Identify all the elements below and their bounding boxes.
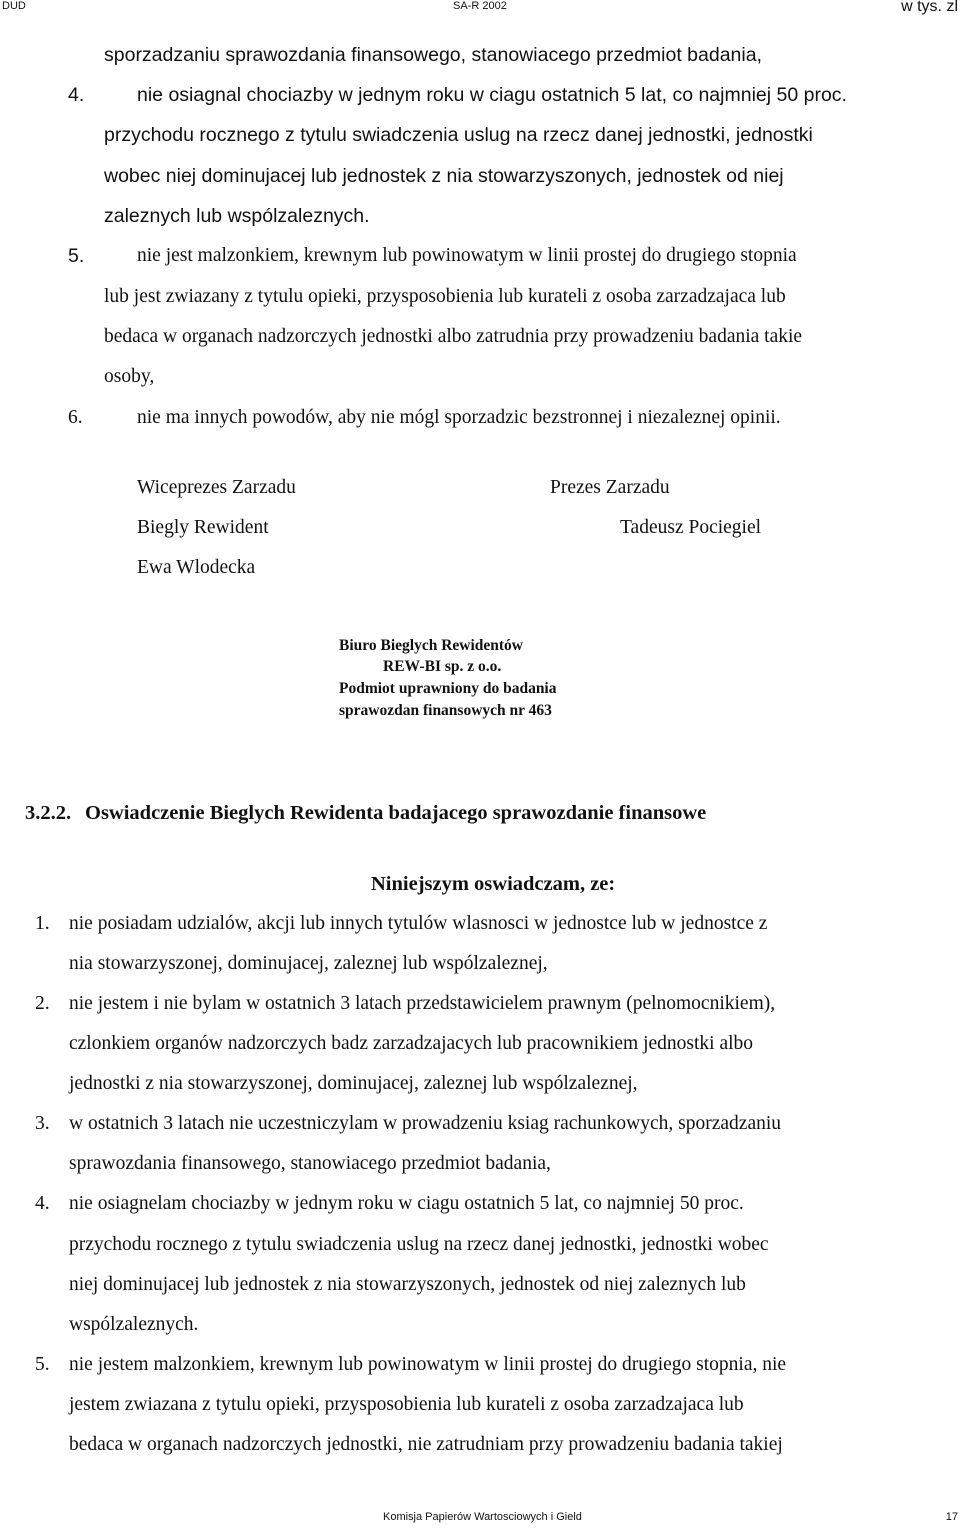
- declaration-4-line: nie osiagnelam chociazby w jednym roku w ciagu ostatnich 5 lat, co najmniej 50 proc.: [69, 1193, 744, 1214]
- signature-left-name: Ewa Wlodecka: [137, 557, 256, 578]
- header-right: w tys. zl: [901, 0, 958, 15]
- stamp-line: Biuro Bieglych Rewidentów: [339, 637, 523, 654]
- signature-right-title: Prezes Zarzadu: [550, 477, 670, 498]
- declaration-4-number: 4.: [35, 1193, 50, 1214]
- item-4-line: wobec niej dominujacej lub jednostek z nia stowarzyszonych, jednostek od niej: [104, 165, 784, 187]
- section-subtitle: Niniejszym oswiadczam, ze:: [371, 873, 616, 895]
- signature-left-title: Wiceprezes Zarzadu: [137, 477, 296, 498]
- section-number: 3.2.2.: [25, 802, 72, 824]
- declaration-2-number: 2.: [35, 993, 50, 1014]
- item-6-line: nie ma innych powodów, aby nie mógl sporzadzic bezstronnej i niezaleznej opinii.: [137, 407, 781, 428]
- item-5-line: bedaca w organach nadzorczych jednostki albo zatrudnia przy prowadzeniu badania takie: [104, 326, 803, 347]
- item-5-line: nie jest malzonkiem, krewnym lub powinowatym w linii prostej do drugiego stopnia: [137, 245, 797, 266]
- declaration-5-line: nie jestem malzonkiem, krewnym lub powinowatym w linii prostej do drugiego stopnia, nie: [69, 1354, 787, 1375]
- section-title: Oswiadczenie Bieglych Rewidenta badajacego sprawozdanie finansowe: [85, 802, 707, 824]
- declaration-3-line: w ostatnich 3 latach nie uczestniczylam w prowadzeniu ksiag rachunkowych, sporzadzaniu: [69, 1113, 782, 1134]
- stamp-line: Podmiot uprawniony do badania: [339, 680, 557, 697]
- item-5-line: osoby,: [104, 366, 155, 387]
- declaration-4-line: przychodu rocznego z tytulu swiadczenia uslug na rzecz danej jednostki, jednostki wobec: [69, 1234, 769, 1255]
- declaration-5-line: jestem zwiazana z tytulu opieki, przysposobienia lub kurateli z osoba zarzadzajaca lub: [69, 1394, 744, 1415]
- declaration-3-number: 3.: [35, 1113, 50, 1134]
- continuation-line: sporzadzaniu sprawozdania finansowego, stanowiacego przedmiot badania,: [104, 44, 763, 66]
- header-center: SA-R 2002: [453, 0, 507, 12]
- stamp-line: sprawozdan finansowych nr 463: [339, 702, 552, 719]
- footer-center: Komisja Papierów Wartosciowych i Gield: [383, 1511, 582, 1523]
- signature-right-name: Tadeusz Pociegiel: [620, 517, 762, 538]
- stamp-line: REW-BI sp. z o.o.: [383, 658, 502, 675]
- declaration-5-line: bedaca w organach nadzorczych jednostki, nie zatrudniam przy prowadzeniu badania takiej: [69, 1434, 783, 1455]
- item-4-line: przychodu rocznego z tytulu swiadczenia uslug na rzecz danej jednostki, jednostki: [104, 124, 813, 146]
- declaration-1-line: nie posiadam udzialów, akcji lub innych tytulów wlasnosci w jednostce lub w jednostce z: [69, 913, 768, 934]
- page-number: 17: [945, 1511, 958, 1523]
- declaration-2-line: jednostki z nia stowarzyszonej, dominujacej, zaleznej lub wspólzaleznej,: [69, 1073, 638, 1094]
- header-left: DUD: [2, 0, 26, 12]
- declaration-3-line: sprawozdania finansowego, stanowiacego przedmiot badania,: [69, 1153, 551, 1174]
- item-6-number: 6.: [68, 407, 83, 428]
- signature-left-role: Biegly Rewident: [137, 517, 269, 538]
- declaration-4-line: niej dominujacej lub jednostek z nia stowarzyszonych, jednostek od niej zaleznych lub: [69, 1274, 746, 1295]
- item-4-line: zaleznych lub wspólzaleznych.: [104, 205, 370, 227]
- declaration-1-line: nia stowarzyszonej, dominujacej, zaleznej lub wspólzaleznej,: [69, 953, 548, 974]
- declaration-2-line: czlonkiem organów nadzorczych badz zarzadzajacych lub pracownikiem jednostki albo: [69, 1033, 754, 1054]
- item-4-number: 4.: [68, 84, 85, 106]
- declaration-1-number: 1.: [35, 913, 50, 934]
- declaration-2-line: nie jestem i nie bylam w ostatnich 3 latach przedstawicielem prawnym (pelnomocnikiem),: [69, 993, 776, 1014]
- declaration-5-number: 5.: [35, 1354, 50, 1375]
- declaration-4-line: wspólzaleznych.: [69, 1314, 199, 1335]
- item-5-line: lub jest zwiazany z tytulu opieki, przysposobienia lub kurateli z osoba zarzadzajaca lub: [104, 286, 786, 307]
- item-5-number: 5.: [68, 245, 85, 267]
- item-4-line: nie osiagnal chociazby w jednym roku w ciagu ostatnich 5 lat, co najmniej 50 proc.: [137, 84, 847, 106]
